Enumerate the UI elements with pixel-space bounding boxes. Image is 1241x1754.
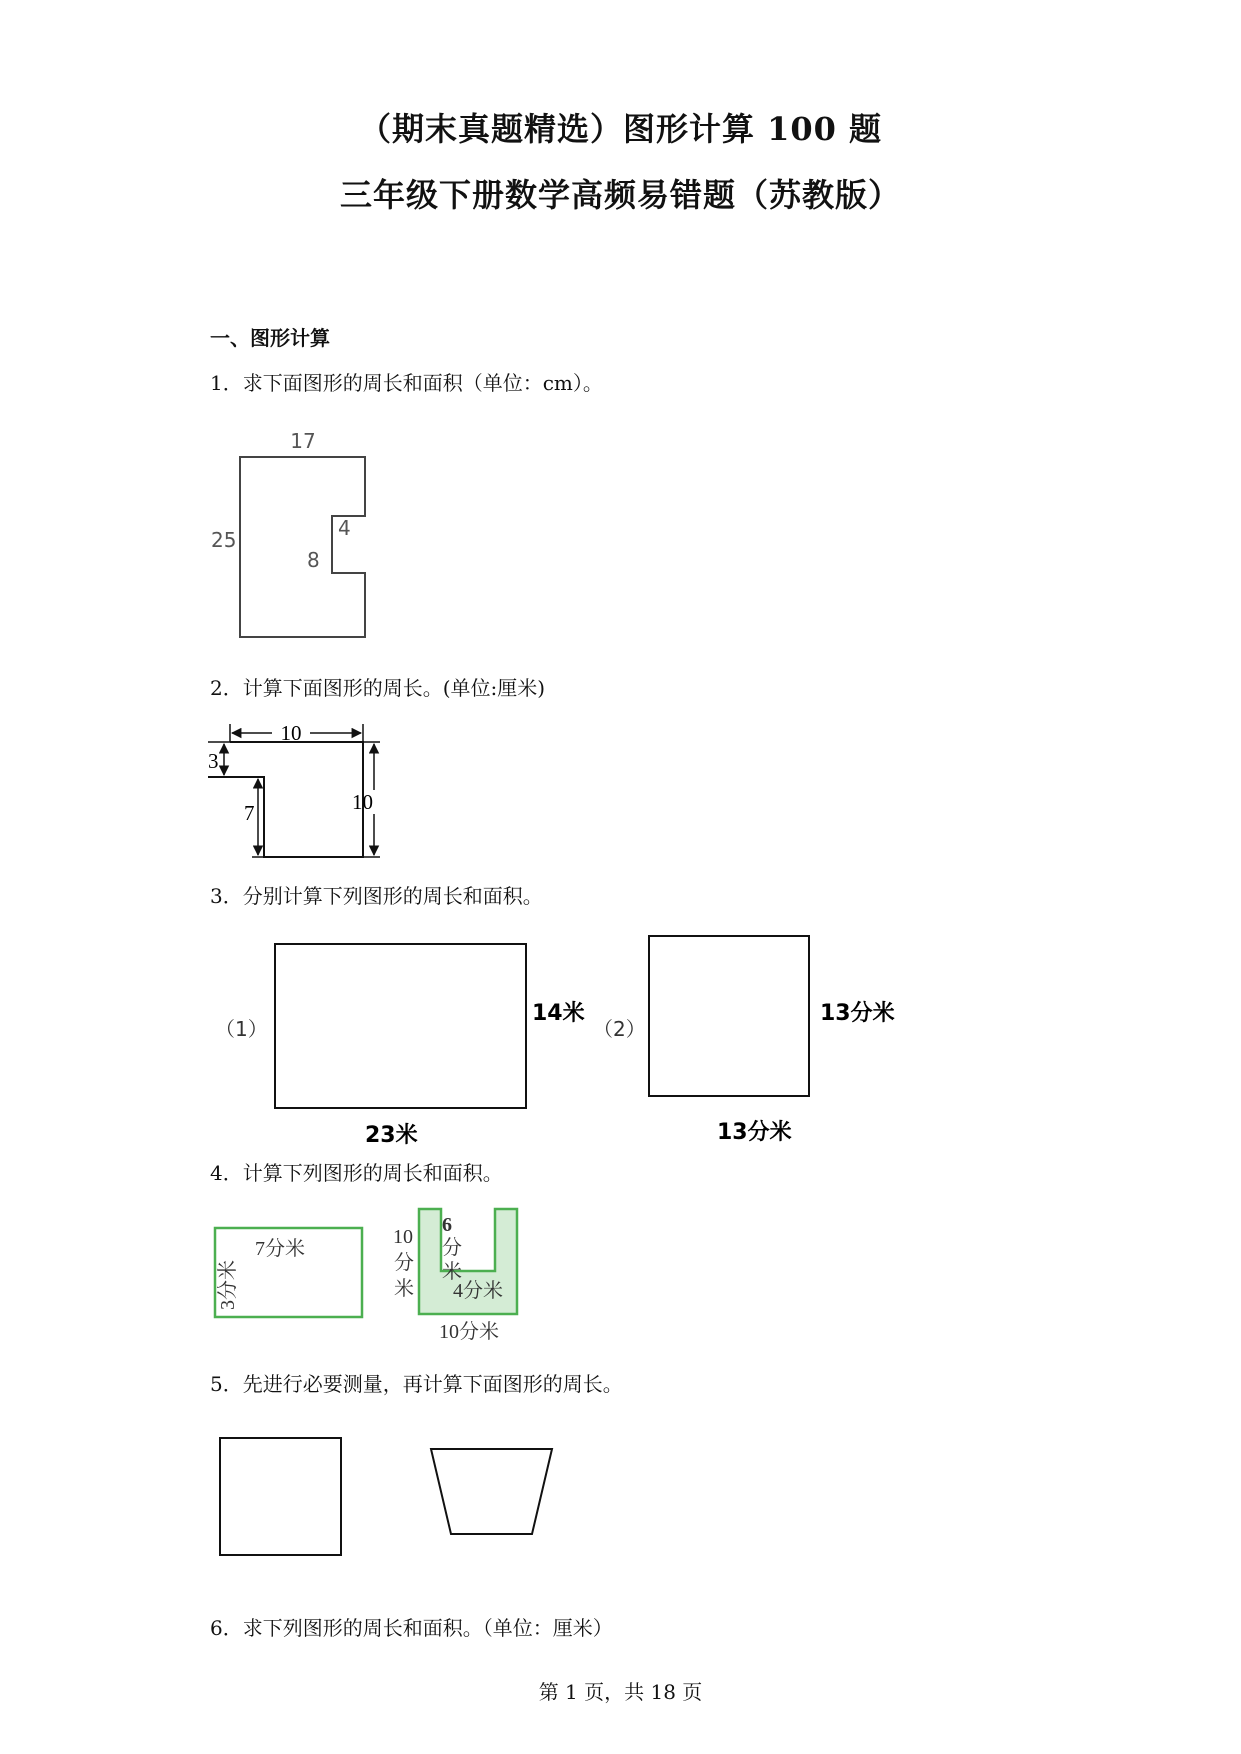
figure-2-inner-label: 7 <box>244 801 255 825</box>
figure-3-label-1: （1） <box>215 1017 268 1041</box>
figure-3-rectangle-and-square <box>205 920 925 1148</box>
figure-1-notch-height-label: 8 <box>307 548 320 572</box>
figure-1-notch-depth-label: 4 <box>338 516 351 540</box>
figure-4-u-inner-unit-1: 分 <box>442 1237 462 1259</box>
figure-4-u-left-number: 10 <box>393 1226 413 1248</box>
figure-4-u-bottom-label: 10分米 <box>439 1321 499 1343</box>
figure-4-u-left-unit-2: 米 <box>394 1278 414 1300</box>
figure-1-left-label: 25 <box>211 528 237 552</box>
figure-2-stepped-shape <box>200 712 400 872</box>
figure-2-top-label: 10 <box>280 721 302 745</box>
figure-4-u-left-unit-1: 分 <box>394 1252 414 1274</box>
title-line-1: （期末真题精选）图形计算 100 题 <box>358 110 883 148</box>
figure-5-square-and-trapezoid <box>205 1430 565 1580</box>
question-4-number: 4． <box>210 1161 243 1185</box>
question-2 <box>210 672 545 701</box>
question-3-text: 分别计算下列图形的周长和面积。 <box>242 884 543 908</box>
figure-4-rect-side-label: 3分米 <box>217 1260 239 1310</box>
figure-3-square-right-label: 13分米 <box>820 1001 895 1026</box>
question-1 <box>210 367 603 396</box>
figure-3-square-bottom-label: 13分米 <box>717 1120 792 1145</box>
title-line-2: 三年级下册数学高频易错题（苏教版） <box>339 176 901 214</box>
figure-3-rectangle <box>275 944 526 1108</box>
question-2-text: 计算下面图形的周长。(单位:厘米) <box>242 676 546 700</box>
question-3-number: 3． <box>210 884 243 908</box>
section-heading: 一、图形计算 <box>210 326 330 350</box>
figure-1-top-label: 17 <box>290 429 316 453</box>
question-6-number: 6． <box>210 1616 243 1640</box>
figure-2-step-label: 3 <box>208 749 219 773</box>
question-1-number: 1． <box>210 371 243 395</box>
figure-3-square <box>649 936 809 1096</box>
question-2-number: 2． <box>210 676 243 700</box>
figure-4-rect-top-label: 7分米 <box>255 1238 305 1260</box>
figure-4-u-inner-unit-2: 米 <box>442 1261 462 1283</box>
question-6 <box>210 1612 613 1641</box>
question-6-text: 求下列图形的周长和面积。（单位：厘米） <box>242 1616 613 1640</box>
figure-2-outline <box>208 742 363 857</box>
figure-4-u-inner-number: 6 <box>442 1214 452 1236</box>
figure-2-right-label: 10 <box>352 790 373 814</box>
figure-5-square <box>220 1438 341 1555</box>
question-5 <box>210 1368 623 1397</box>
figure-4-rectangle-and-u-shape <box>205 1198 545 1350</box>
figure-4-u-gap-label: 4分米 <box>453 1280 503 1302</box>
question-5-text: 先进行必要测量，再计算下面图形的周长。 <box>242 1372 623 1396</box>
figure-3-label-2: （2） <box>593 1017 646 1041</box>
figure-1-outline <box>240 457 365 637</box>
question-1-text: 求下面图形的周长和面积（单位：cm）。 <box>242 371 603 395</box>
page-footer: 第 1 页，共 18 页 <box>538 1680 703 1704</box>
question-4-text: 计算下列图形的周长和面积。 <box>242 1161 503 1185</box>
question-4 <box>210 1157 503 1186</box>
question-5-number: 5． <box>210 1372 243 1396</box>
figure-1-notched-rectangle <box>205 425 385 655</box>
figure-3-rect-width-label: 23米 <box>365 1123 418 1148</box>
figure-3-rect-height-label: 14米 <box>532 1001 585 1026</box>
question-3 <box>210 880 543 909</box>
figure-5-trapezoid <box>431 1449 552 1534</box>
